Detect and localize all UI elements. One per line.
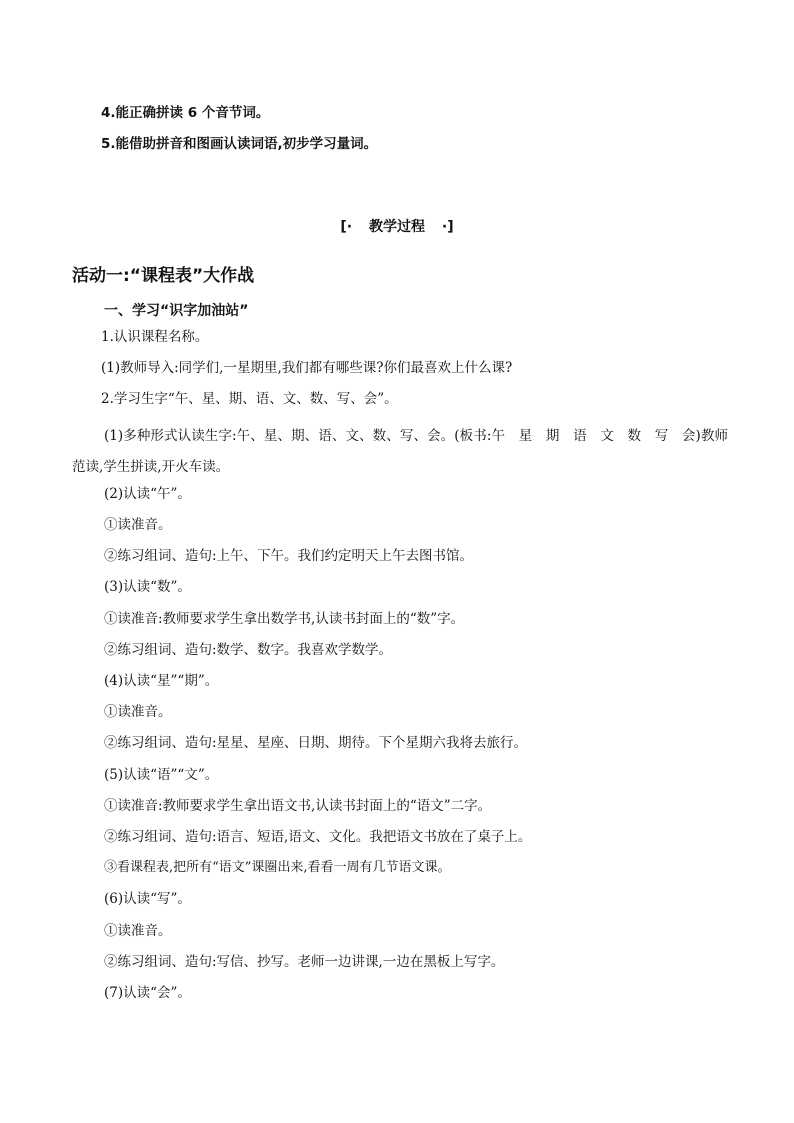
section-title-bracket-right: ·] <box>441 219 454 235</box>
subheading: 一、学习“识字加油站” <box>104 303 249 319</box>
body-line: ②练习组词、造句:数学、数字。我喜欢学数学。 <box>104 642 393 658</box>
section-title-text: 教学过程 <box>369 219 425 235</box>
body-line: ①读准音:教师要求学生拿出语文书,认读书封面上的“语文”二字。 <box>104 798 492 814</box>
objective-5: 5.能借助拼音和图画认读词语,初步学习量词。 <box>101 136 378 152</box>
body-line: ②练习组词、造句:语言、短语,语文、文化。我把语文书放在了桌子上。 <box>104 829 532 845</box>
section-title-bracket-left: [· <box>340 219 353 235</box>
body-line: (1)教师导入:同学们,一星期里,我们都有哪些课?你们最喜欢上什么课? <box>101 360 513 376</box>
body-line: ②练习组词、造句:上午、下午。我们约定明天上午去图书馆。 <box>104 548 474 564</box>
body-line: (5)认读“语”“文”。 <box>104 767 219 783</box>
body-line: ①读准音。 <box>104 923 172 939</box>
body-line: ②练习组词、造句:星星、星座、日期、期待。下个星期六我将去旅行。 <box>104 735 528 751</box>
body-line: ③看课程表,把所有“语文”课圈出来,看看一周有几节语文课。 <box>104 860 451 875</box>
body-line: (6)认读“写”。 <box>104 891 191 907</box>
body-line: (3)认读“数”。 <box>104 579 191 595</box>
body-line: ①读准音。 <box>104 704 172 720</box>
body-line: (4)认读“星”“期”。 <box>104 673 219 689</box>
body-paragraph-multiline: (1)多种形式认读生字:午、星、期、语、文、数、写、会。(板书:午 星 期 语 文 数 写 会)教师范读,学生拼读,开火车读。 <box>72 428 728 475</box>
objective-4: 4.能正确拼读 6 个音节词。 <box>101 105 270 121</box>
body-line: ②练习组词、造句:写信、抄写。老师一边讲课,一边在黑板上写字。 <box>104 954 505 970</box>
body-line: 1.认识课程名称。 <box>101 329 209 345</box>
body-line: ①读准音。 <box>104 517 172 533</box>
body-line: (7)认读“会”。 <box>104 985 191 1001</box>
section-title-teaching-process <box>0 217 794 237</box>
body-line: ①读准音:教师要求学生拿出数学书,认读书封面上的“数”字。 <box>104 611 465 627</box>
body-line: 2.学习生字“午、星、期、语、文、数、写、会”。 <box>101 391 398 407</box>
body-line: (2)认读“午”。 <box>104 486 191 502</box>
activity-title: 活动一:“课程表”大作战 <box>72 266 255 286</box>
